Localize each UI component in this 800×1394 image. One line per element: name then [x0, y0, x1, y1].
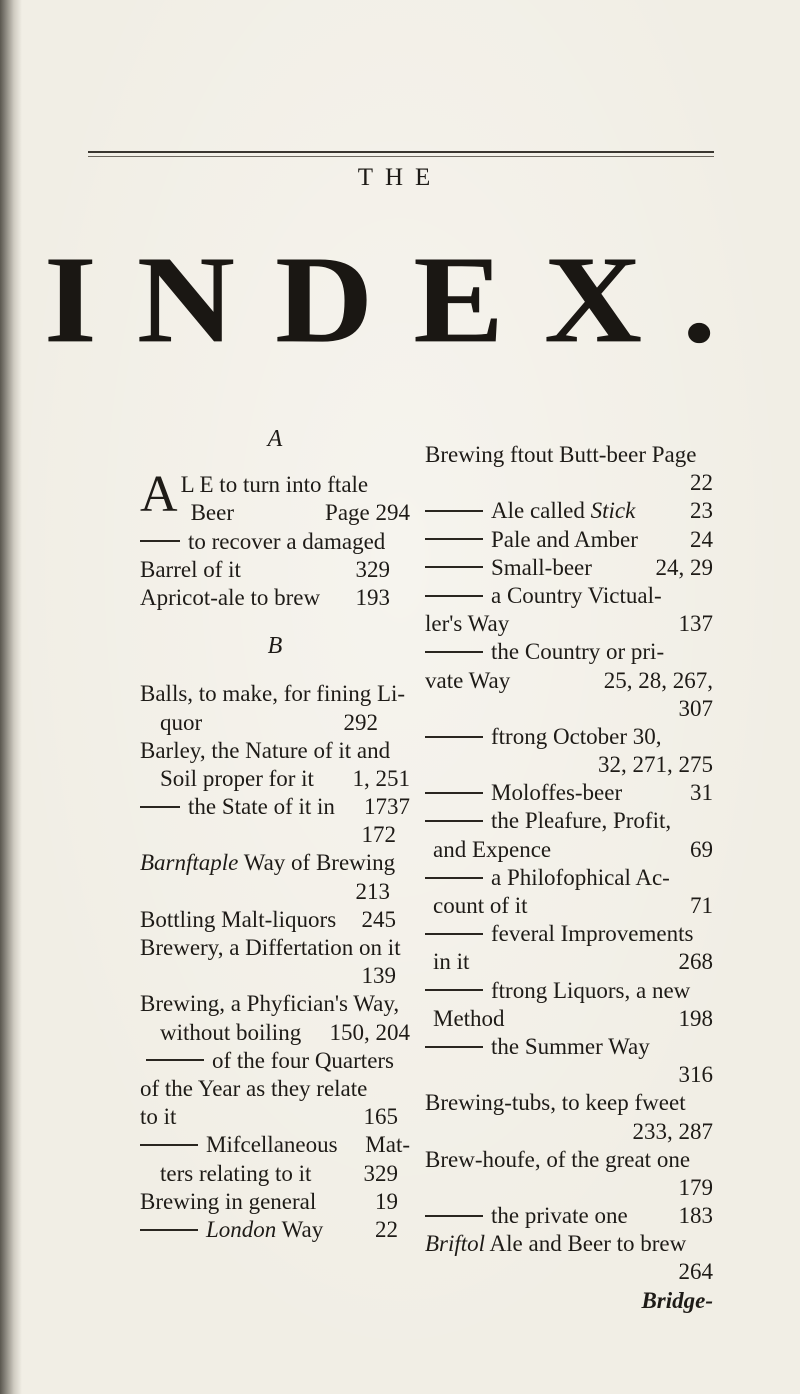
entry-brewhouse: Brew-houfe, of the great one	[425, 1146, 691, 1172]
catchword-line	[425, 1287, 713, 1315]
page-ref: 32, 271, 275	[598, 752, 713, 778]
entry-brewhouse-2	[425, 1174, 713, 1202]
ditto-dash	[425, 538, 483, 540]
entry-text: ftrong October 30,	[491, 723, 662, 749]
page-ref: 22	[375, 1216, 398, 1242]
page-ref: 22	[690, 470, 713, 496]
entry-tubs-2	[425, 1118, 713, 1146]
entry-barley-2	[140, 765, 410, 793]
page-ref: 198	[678, 1005, 713, 1031]
ditto-dash	[425, 736, 483, 738]
entry-text: vate Way	[425, 667, 511, 693]
page-ref: 233, 287	[632, 1118, 713, 1144]
page-ref: Page 294	[325, 500, 410, 526]
page-ref: 329	[355, 556, 390, 582]
entry-barley-3	[140, 793, 410, 821]
entry-text: ftrong Liquors, a new	[491, 977, 691, 1003]
entry-text: Barrel of it	[140, 556, 241, 582]
entry-london	[140, 1216, 410, 1244]
page-ref: 31	[690, 780, 713, 806]
entry-private-one	[425, 1202, 713, 1230]
page-ref: 193	[355, 584, 390, 610]
section-a-heading: A	[267, 426, 283, 452]
entry-brewing-6	[140, 1131, 410, 1159]
entry-summer-2	[425, 1061, 713, 1089]
index-title: INDEX.	[43, 231, 757, 369]
entry-text: Ale and Beer to brew	[489, 1231, 687, 1257]
entry-count	[425, 892, 713, 920]
entry-brewery-1: Brewery, a Differtation on it	[140, 935, 401, 960]
entry-text: Moloffes-beer	[491, 780, 623, 806]
entry-text: Beer	[190, 500, 234, 526]
ditto-dash	[425, 1046, 483, 1048]
ditto-dash	[425, 651, 483, 653]
entry-text: feveral Improvements	[491, 921, 694, 947]
entry-brewing-general	[140, 1188, 410, 1216]
entry-italic: London	[206, 1216, 277, 1242]
entry-barley-1: Barley, the Nature of it and	[140, 737, 391, 763]
entry-pale	[425, 526, 713, 554]
page-ref: 71	[690, 893, 713, 918]
entry-text: the State of it in	[188, 794, 335, 820]
entry-brewing-1: Brewing, a Phyfician's Way,	[140, 991, 400, 1017]
entry-stout-1: Brewing ftout Butt-beer Page	[425, 442, 697, 467]
entry-italic: Briftol	[425, 1231, 486, 1257]
entry-text: the private one	[491, 1203, 628, 1229]
entry-text: a Philofophical Ac-	[491, 864, 670, 890]
entry-barnstaple-1	[140, 849, 410, 877]
entry-text: ters relating to it	[160, 1160, 312, 1186]
entry-stout-2	[425, 469, 713, 497]
entry-text: Pale and Amber	[491, 526, 638, 552]
entry-text: without boiling	[160, 1019, 302, 1045]
page-ref: 179	[678, 1174, 713, 1200]
entry-text: quor	[160, 709, 203, 735]
entry-apricot	[140, 584, 410, 612]
header-the: THE	[357, 164, 443, 191]
entry-text: the Summer Way	[491, 1033, 650, 1059]
page-ref: 24, 29	[655, 554, 713, 580]
entry-bristol	[425, 1230, 713, 1258]
entry-brewing-4: of the Year as they relate	[140, 1075, 368, 1101]
entry-brewing-5	[140, 1103, 410, 1131]
entry-text: L E to turn into ftale	[180, 472, 369, 498]
page-ref: 137	[678, 611, 713, 637]
entry-bristol-2	[425, 1258, 713, 1286]
entry-several	[425, 920, 713, 948]
ditto-dash	[425, 1215, 483, 1217]
entry-text: Mifcellaneous	[206, 1132, 338, 1158]
page-ref: 139	[361, 963, 396, 989]
page-ref: 245	[361, 906, 396, 932]
page-ref: 264	[678, 1259, 713, 1285]
entry-text: Way of Brewing	[243, 850, 396, 876]
entry-small	[425, 554, 713, 582]
entry-country-1	[425, 582, 713, 610]
section-b-heading: B	[267, 633, 283, 660]
entry-text: a Country Victual-	[491, 582, 662, 608]
left-column	[140, 425, 410, 1244]
entry-text: Way	[281, 1216, 324, 1242]
entry-text: the Pleafure, Profit,	[491, 808, 672, 834]
entry-text: Bottling Malt-liquors	[140, 906, 337, 932]
page-ref: 292	[343, 709, 378, 735]
entry-text: Apricot-ale to brew	[140, 584, 321, 610]
entry-private-3	[425, 695, 713, 723]
entry-text: to it	[140, 1104, 177, 1130]
entry-text: Mat-	[365, 1132, 410, 1158]
page-ref: 316	[678, 1062, 713, 1088]
page-ref: 307	[678, 695, 713, 721]
ditto-dash	[140, 806, 180, 808]
entry-balls-2	[140, 709, 410, 737]
entry-tubs: Brewing-tubs, to keep fweet	[425, 1090, 686, 1116]
catchword: Bridge-	[641, 1287, 713, 1313]
ditto-dash	[425, 510, 483, 512]
page-ref: 1, 251	[352, 765, 410, 791]
entry-text: Soil proper for it	[160, 765, 314, 791]
entry-barley-4	[140, 821, 410, 849]
entry-brewing-3	[140, 1047, 410, 1075]
entry-ale-line-3	[140, 528, 410, 556]
right-column	[425, 441, 713, 1315]
entry-ale-line-2	[140, 499, 410, 527]
page-ref: 183	[678, 1203, 713, 1229]
entry-text: count of it	[433, 893, 528, 918]
entry-text: the Country or pri-	[491, 639, 665, 665]
page-ref: 25, 28, 267,	[603, 667, 713, 693]
ditto-dash	[425, 595, 483, 597]
entry-summer	[425, 1033, 713, 1061]
page-ref: 172	[361, 822, 396, 848]
entry-stick	[425, 497, 713, 525]
entry-brewery-2	[140, 962, 410, 990]
entry-text: in it	[433, 949, 470, 975]
entry-text: Small-beer	[491, 554, 592, 580]
entry-expence	[425, 836, 713, 864]
entry-private-2	[425, 667, 713, 695]
entry-barnstaple-2	[140, 878, 410, 906]
entry-october-2	[425, 751, 713, 779]
entry-philosophical	[425, 864, 713, 892]
ditto-dash	[425, 877, 483, 879]
book-binding-shadow	[0, 0, 22, 1394]
entry-ale-line-4	[140, 556, 410, 584]
entry-strong-liquors	[425, 977, 713, 1005]
entry-italic: Barnftaple	[140, 850, 239, 876]
ditto-dash	[425, 820, 483, 822]
entry-text: Method	[433, 1005, 505, 1031]
entry-text: and Expence	[433, 836, 552, 862]
page-ref: 23	[690, 498, 713, 524]
ditto-dash	[146, 1059, 204, 1061]
page-ref: 268	[678, 949, 713, 975]
entry-text: to recover a damaged	[188, 528, 386, 554]
entry-italic: Stick	[590, 498, 636, 524]
dropcap-a: A	[140, 466, 178, 524]
ditto-dash	[140, 540, 180, 542]
page-ref: 24	[690, 526, 713, 552]
entry-text: of the four Quarters	[212, 1047, 395, 1073]
entry-private-1	[425, 638, 713, 666]
page-ref: 150, 204	[329, 1019, 410, 1045]
entry-bottling	[140, 906, 410, 934]
entry-balls-1: Balls, to make, for fining Li-	[140, 681, 406, 707]
ditto-dash	[425, 989, 483, 991]
page-ref: 165	[363, 1104, 398, 1130]
entry-brewing-2	[140, 1019, 410, 1047]
entry-pleasure	[425, 807, 713, 835]
page-ref: 329	[363, 1160, 398, 1186]
entry-text: Brewing in general	[140, 1188, 317, 1214]
page-ref: 19	[375, 1188, 398, 1214]
page-ref: 1737	[364, 794, 410, 820]
ditto-dash	[425, 933, 483, 935]
entry-text: Ale called	[491, 498, 585, 524]
entry-brewing-7	[140, 1160, 410, 1188]
entry-molosses	[425, 779, 713, 807]
entry-text: ler's Way	[425, 611, 510, 637]
page-ref: 213	[355, 878, 390, 904]
entry-method	[425, 1005, 713, 1033]
entry-october	[425, 723, 713, 751]
page-ref: 69	[690, 836, 713, 862]
entry-in-it	[425, 948, 713, 976]
top-rule	[88, 151, 714, 153]
entry-country-2	[425, 610, 713, 638]
top-rule-thin	[88, 156, 714, 157]
ditto-dash	[140, 1229, 198, 1231]
ditto-dash	[425, 566, 483, 568]
ditto-dash	[140, 1144, 198, 1146]
ditto-dash	[425, 792, 483, 794]
